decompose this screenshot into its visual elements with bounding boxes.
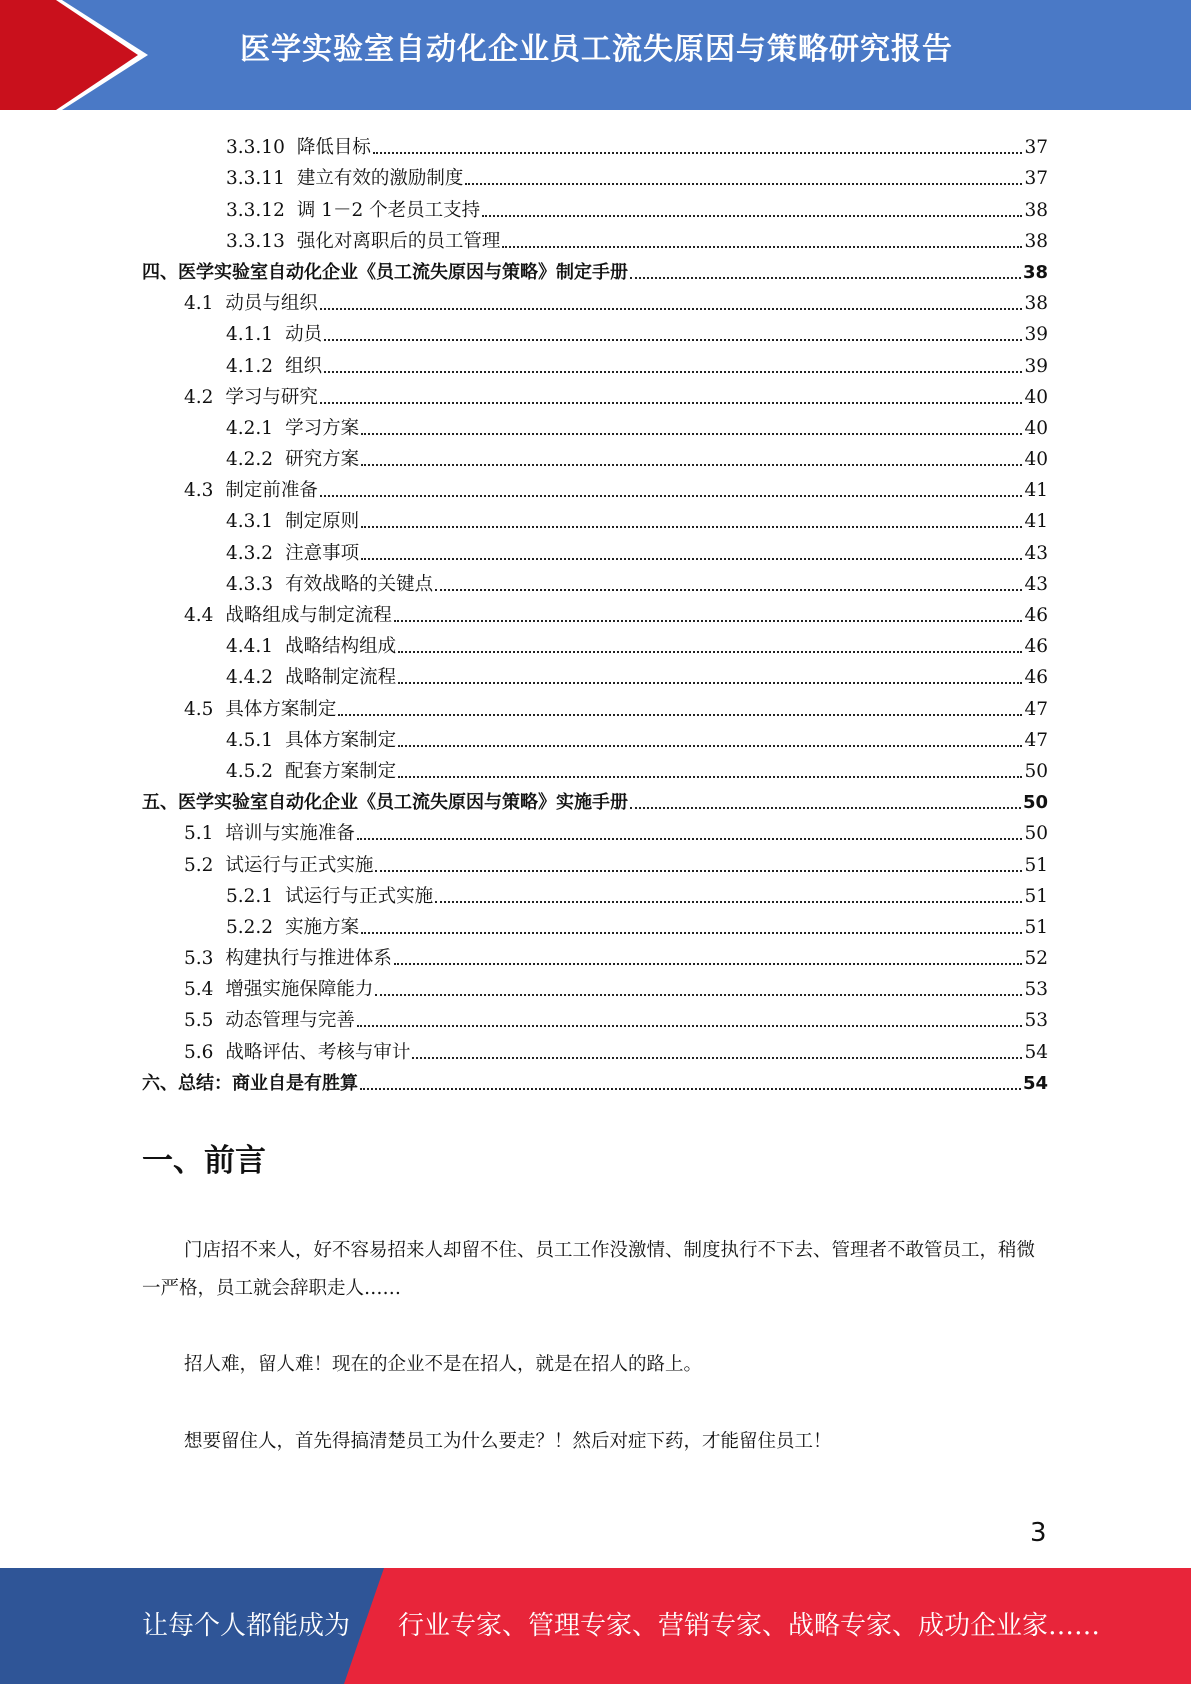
toc-entry-page: 50 <box>1024 760 1048 782</box>
toc-entry-page: 43 <box>1024 542 1048 564</box>
toc-entry-title: 学习与研究 <box>225 386 318 408</box>
toc-entry-number: 5.3 <box>184 948 214 970</box>
toc-dot-leader <box>338 714 1022 716</box>
toc-entry[interactable] <box>142 222 1048 253</box>
toc-entry-number: 3.3.13 <box>226 230 285 252</box>
toc-entry-page: 46 <box>1024 636 1048 658</box>
toc-entry-title: 增强实施保障能力 <box>225 979 374 1001</box>
toc-dot-leader <box>375 994 1022 996</box>
toc-entry[interactable] <box>142 658 1048 689</box>
toc-entry[interactable] <box>142 128 1048 159</box>
toc-dot-leader <box>435 589 1022 591</box>
toc-entry-page: 47 <box>1024 698 1048 720</box>
toc-entry[interactable] <box>142 159 1048 190</box>
toc-dot-leader <box>398 651 1022 653</box>
header-title: 医学实验室自动化企业员工流失原因与策略研究报告 <box>240 32 953 67</box>
toc-entry-page: 40 <box>1024 386 1048 408</box>
toc-entry-number: 5.2.2 <box>226 916 274 938</box>
toc-dot-leader <box>357 1025 1023 1027</box>
paragraph-3: 想要留住人，首先得搞清楚员工为什么要走？！然后对症下药，才能留住员工！ <box>184 1431 832 1452</box>
toc-entry-title: 培训与实施准备 <box>225 823 355 845</box>
toc-entry-page: 40 <box>1024 417 1048 439</box>
toc-entry-page: 41 <box>1024 511 1048 533</box>
toc-entry-page: 46 <box>1024 667 1048 689</box>
toc-entry-number: 4.5.2 <box>226 760 274 782</box>
toc-dot-leader <box>502 246 1022 248</box>
toc-dot-leader <box>394 963 1023 965</box>
toc-dot-leader <box>630 807 1021 809</box>
toc-entry[interactable] <box>142 533 1048 564</box>
toc-entry-page: 39 <box>1024 355 1048 377</box>
toc-entry-page: 39 <box>1024 324 1048 346</box>
toc-entry-page: 37 <box>1024 168 1048 190</box>
toc-entry-title: 具体方案制定 <box>285 729 397 751</box>
toc-dot-leader <box>398 745 1022 747</box>
toc-entry[interactable] <box>142 939 1048 970</box>
toc-dot-leader <box>412 1057 1022 1059</box>
toc-dot-leader <box>320 308 1023 310</box>
footer-right-text: 行业专家、管理专家、营销专家、战略专家、成功企业家…… <box>398 1611 1101 1641</box>
toc-dot-leader <box>465 183 1022 185</box>
toc-entry-page: 54 <box>1022 1072 1048 1094</box>
toc-entry-page: 46 <box>1024 605 1048 626</box>
toc-entry-page: 43 <box>1024 573 1048 595</box>
toc-entry[interactable] <box>142 845 1048 876</box>
toc-dot-leader <box>375 870 1022 872</box>
toc-entry-number: 4.1.2 <box>226 355 274 377</box>
toc-dot-leader <box>324 371 1022 373</box>
toc-entry-number: 4.1.1 <box>226 324 274 346</box>
toc-dot-leader <box>435 901 1022 903</box>
toc-entry[interactable] <box>142 689 1048 720</box>
toc-entry-number: 5.6 <box>184 1041 214 1063</box>
toc-entry-page: 40 <box>1024 449 1048 471</box>
toc-entry[interactable] <box>142 783 1048 814</box>
toc-entry-page: 50 <box>1022 792 1048 814</box>
toc-entry[interactable] <box>142 346 1048 377</box>
toc-entry-page: 51 <box>1024 854 1048 876</box>
toc-entry-number: 4.3.2 <box>226 542 274 564</box>
toc-entry-number: 4.2.1 <box>226 417 274 439</box>
toc-dot-leader <box>361 558 1022 560</box>
section-heading: 一、前言 <box>142 1143 266 1179</box>
toc-entry[interactable] <box>142 284 1048 315</box>
toc-dot-leader <box>373 152 1023 154</box>
toc-entry-page: 50 <box>1024 823 1048 845</box>
header-red-chevron <box>0 0 160 110</box>
toc-entry-page: 41 <box>1024 480 1048 502</box>
toc-entry-number: 4.3 <box>184 480 214 502</box>
toc-entry-page: 38 <box>1024 230 1048 252</box>
toc-entry-number: 4.2.2 <box>226 449 274 471</box>
toc-entry[interactable] <box>142 502 1048 533</box>
toc-entry-number: 3.3.12 <box>226 199 285 221</box>
toc-entry[interactable] <box>142 877 1048 908</box>
toc-entry-number: 4.3.1 <box>226 511 274 533</box>
toc-entry-number: 4.3.3 <box>226 573 274 595</box>
toc-entry-title: 试运行与正式实施 <box>285 885 434 907</box>
toc-dot-leader <box>357 838 1023 840</box>
page-number: 3 <box>1030 1518 1047 1548</box>
toc-entry-title: 战略制定流程 <box>285 667 397 689</box>
toc-entry-title: 具体方案制定 <box>225 698 337 720</box>
toc-entry-title: 配套方案制定 <box>285 760 397 782</box>
toc-entry-number: 5.2 <box>184 854 214 876</box>
toc-entry[interactable] <box>142 440 1048 471</box>
toc-entry-number: 3.3.10 <box>226 137 285 159</box>
page-footer <box>0 1568 1191 1684</box>
paragraph-2: 招人难，留人难！现在的企业不是在招人，就是在招人的路上。 <box>184 1354 703 1375</box>
toc-entry-number: 3.3.11 <box>226 168 285 190</box>
toc-entry[interactable] <box>142 627 1048 658</box>
toc-entry-page: 53 <box>1024 979 1048 1001</box>
toc-dot-leader <box>398 682 1022 684</box>
toc-entry-title: 五、医学实验室自动化企业《员工流失原因与策略》实施手册 <box>142 792 628 814</box>
toc-entry-number: 4.2 <box>184 386 214 408</box>
toc-entry-title: 建立有效的激励制度 <box>296 168 464 190</box>
toc-entry[interactable] <box>142 1064 1048 1095</box>
toc-entry[interactable] <box>142 908 1048 939</box>
toc-entry-page: 37 <box>1024 137 1048 159</box>
toc-entry[interactable] <box>142 190 1048 221</box>
toc-entry-number: 5.2.1 <box>226 885 274 907</box>
toc-entry-number: 4.4 <box>184 605 214 626</box>
toc-entry-title: 战略组成与制定流程 <box>225 605 392 626</box>
table-of-contents <box>142 128 1048 1095</box>
toc-entry-title: 调 1－2 个老员工支持 <box>296 199 481 221</box>
toc-entry-number: 4.1 <box>184 293 214 315</box>
toc-dot-leader <box>360 1088 1021 1090</box>
toc-dot-leader <box>482 215 1022 217</box>
toc-entry[interactable] <box>142 1032 1048 1063</box>
toc-entry-page: 47 <box>1024 729 1048 751</box>
toc-entry-page: 54 <box>1024 1041 1048 1063</box>
toc-entry-title: 强化对离职后的员工管理 <box>296 230 501 252</box>
toc-entry-title: 六、总结：商业自是有胜算 <box>142 1072 358 1094</box>
toc-entry-title: 动员 <box>285 324 323 346</box>
toc-dot-leader <box>361 433 1022 435</box>
toc-dot-leader <box>320 495 1023 497</box>
toc-dot-leader <box>324 339 1022 341</box>
toc-entry-title: 四、医学实验室自动化企业《员工流失原因与策略》制定手册 <box>142 261 628 283</box>
toc-dot-leader <box>630 277 1021 279</box>
toc-entry-title: 制定原则 <box>285 511 360 533</box>
toc-entry-title: 构建执行与推进体系 <box>225 948 392 970</box>
toc-entry-title: 动员与组织 <box>225 293 318 315</box>
toc-entry-title: 试运行与正式实施 <box>225 854 374 876</box>
toc-entry[interactable] <box>142 1001 1048 1032</box>
toc-entry-title: 降低目标 <box>296 137 371 159</box>
toc-entry-number: 4.5.1 <box>226 729 274 751</box>
toc-entry[interactable] <box>142 409 1048 440</box>
toc-entry[interactable] <box>142 721 1048 752</box>
toc-entry[interactable] <box>142 596 1048 627</box>
toc-entry-number: 5.4 <box>184 979 214 1001</box>
toc-entry[interactable] <box>142 378 1048 409</box>
toc-entry-title: 制定前准备 <box>225 480 318 502</box>
toc-entry-title: 研究方案 <box>285 449 360 471</box>
toc-entry-page: 38 <box>1024 293 1048 315</box>
toc-dot-leader <box>320 402 1023 404</box>
toc-dot-leader <box>361 932 1022 934</box>
toc-entry-page: 53 <box>1024 1010 1048 1032</box>
toc-dot-leader <box>361 464 1022 466</box>
toc-entry-title: 战略评估、考核与审计 <box>225 1041 411 1063</box>
toc-entry-title: 动态管理与完善 <box>225 1010 355 1032</box>
toc-entry[interactable] <box>142 253 1048 284</box>
toc-entry-title: 注意事项 <box>285 542 360 564</box>
toc-entry[interactable] <box>142 565 1048 596</box>
page-header <box>0 0 1191 110</box>
toc-entry-page: 51 <box>1024 885 1048 907</box>
toc-entry-page: 38 <box>1022 261 1048 283</box>
toc-entry-title: 学习方案 <box>285 417 360 439</box>
toc-dot-leader <box>398 776 1022 778</box>
toc-entry[interactable] <box>142 471 1048 502</box>
toc-entry-title: 战略结构组成 <box>285 636 397 658</box>
footer-left-text: 让每个人都能成为 <box>142 1611 351 1641</box>
toc-entry-page: 52 <box>1024 948 1048 970</box>
toc-entry-page: 51 <box>1024 916 1048 938</box>
toc-entry[interactable] <box>142 315 1048 346</box>
toc-dot-leader <box>394 620 1023 622</box>
toc-entry[interactable] <box>142 752 1048 783</box>
toc-entry-title: 实施方案 <box>285 916 360 938</box>
toc-entry-title: 组织 <box>285 355 323 377</box>
toc-entry-page: 38 <box>1024 199 1048 221</box>
paragraph-1: 门店招不来人，好不容易招来人却留不住、员工工作没激情、制度执行不下去、管理者不敢管员工，稍微一严格，员工就会辞职走人…… <box>142 1240 1036 1299</box>
toc-entry-number: 4.4.2 <box>226 667 274 689</box>
toc-entry[interactable] <box>142 814 1048 845</box>
toc-entry-number: 5.1 <box>184 823 214 845</box>
toc-entry-title: 有效战略的关键点 <box>285 573 434 595</box>
toc-entry-number: 4.5 <box>184 698 214 720</box>
toc-entry-number: 4.4.1 <box>226 636 274 658</box>
toc-entry[interactable] <box>142 970 1048 1001</box>
toc-entry-number: 5.5 <box>184 1010 214 1032</box>
toc-dot-leader <box>361 526 1022 528</box>
